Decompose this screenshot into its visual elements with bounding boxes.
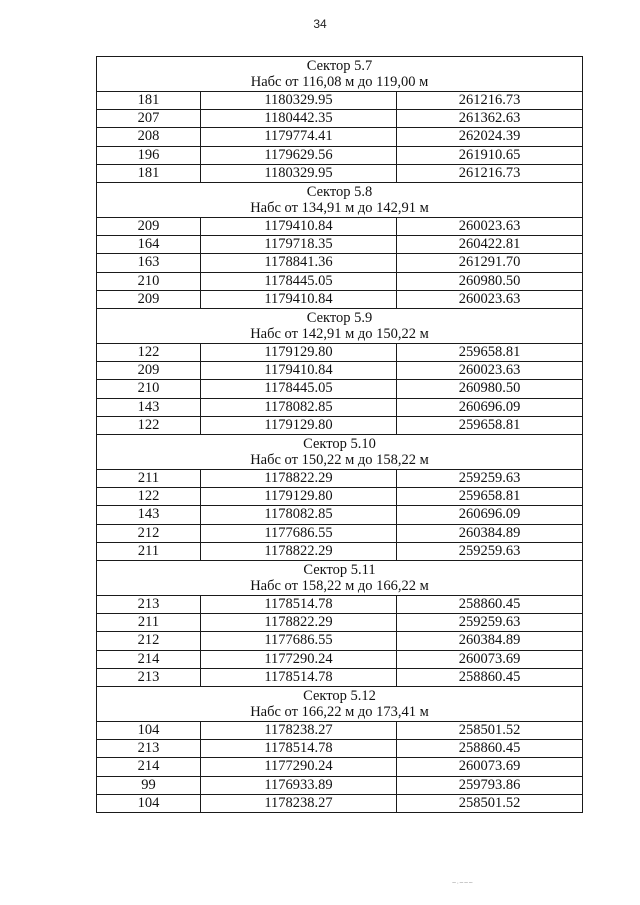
sector-height-range: Набс от 142,91 м до 150,22 м bbox=[250, 326, 429, 343]
y-coordinate-cell: 259259.63 bbox=[397, 542, 583, 560]
point-number-cell: 164 bbox=[97, 236, 201, 254]
x-coordinate-cell: 1179718.35 bbox=[201, 236, 397, 254]
x-coordinate-cell: 1177290.24 bbox=[201, 758, 397, 776]
point-number-cell: 181 bbox=[97, 92, 201, 110]
table-row bbox=[97, 524, 583, 542]
page-number: 34 bbox=[313, 17, 327, 31]
y-coordinate-cell: 258860.45 bbox=[397, 596, 583, 614]
y-coordinate-cell: 260384.89 bbox=[397, 632, 583, 650]
sector-header bbox=[97, 687, 583, 722]
sector-name: Сектор 5.8 bbox=[306, 183, 373, 200]
x-coordinate-cell: 1180442.35 bbox=[201, 110, 397, 128]
point-number-cell: 207 bbox=[97, 110, 201, 128]
coordinates-table bbox=[96, 56, 583, 813]
y-coordinate-cell: 260422.81 bbox=[397, 236, 583, 254]
sector-name: Сектор 5.7 bbox=[306, 57, 373, 74]
point-number-cell: 209 bbox=[97, 218, 201, 236]
y-coordinate-cell: 258501.52 bbox=[397, 722, 583, 740]
y-coordinate-cell: 259259.63 bbox=[397, 470, 583, 488]
x-coordinate-cell: 1178822.29 bbox=[201, 542, 397, 560]
table-row bbox=[97, 110, 583, 128]
x-coordinate-cell: 1178514.78 bbox=[201, 668, 397, 686]
y-coordinate-cell: 260980.50 bbox=[397, 380, 583, 398]
sector-header-row bbox=[97, 183, 583, 218]
table-row bbox=[97, 146, 583, 164]
y-coordinate-cell: 259658.81 bbox=[397, 416, 583, 434]
y-coordinate-cell: 260696.09 bbox=[397, 398, 583, 416]
y-coordinate-cell: 260696.09 bbox=[397, 506, 583, 524]
table-row bbox=[97, 794, 583, 812]
table-row bbox=[97, 596, 583, 614]
x-coordinate-cell: 1178514.78 bbox=[201, 740, 397, 758]
sector-header bbox=[97, 309, 583, 344]
point-number-cell: 214 bbox=[97, 758, 201, 776]
y-coordinate-cell: 261362.63 bbox=[397, 110, 583, 128]
y-coordinate-cell: 260980.50 bbox=[397, 272, 583, 290]
scan-mark: ~·~~~ bbox=[452, 880, 474, 887]
table-row bbox=[97, 470, 583, 488]
point-number-cell: 122 bbox=[97, 416, 201, 434]
table-row bbox=[97, 362, 583, 380]
x-coordinate-cell: 1180329.95 bbox=[201, 164, 397, 182]
y-coordinate-cell: 258501.52 bbox=[397, 794, 583, 812]
sector-header-row bbox=[97, 435, 583, 470]
table-row bbox=[97, 92, 583, 110]
y-coordinate-cell: 260073.69 bbox=[397, 758, 583, 776]
x-coordinate-cell: 1177686.55 bbox=[201, 524, 397, 542]
x-coordinate-cell: 1179774.41 bbox=[201, 128, 397, 146]
point-number-cell: 209 bbox=[97, 290, 201, 308]
y-coordinate-cell: 260073.69 bbox=[397, 650, 583, 668]
x-coordinate-cell: 1179410.84 bbox=[201, 218, 397, 236]
y-coordinate-cell: 259658.81 bbox=[397, 344, 583, 362]
x-coordinate-cell: 1177290.24 bbox=[201, 650, 397, 668]
table-row bbox=[97, 506, 583, 524]
table-row bbox=[97, 128, 583, 146]
sector-name: Сектор 5.9 bbox=[306, 309, 373, 326]
x-coordinate-cell: 1176933.89 bbox=[201, 776, 397, 794]
coordinates-table-body bbox=[97, 57, 583, 813]
x-coordinate-cell: 1179129.80 bbox=[201, 344, 397, 362]
x-coordinate-cell: 1178445.05 bbox=[201, 272, 397, 290]
sector-header-row bbox=[97, 57, 583, 92]
y-coordinate-cell: 260023.63 bbox=[397, 218, 583, 236]
table-row bbox=[97, 542, 583, 560]
x-coordinate-cell: 1178841.36 bbox=[201, 254, 397, 272]
x-coordinate-cell: 1178822.29 bbox=[201, 614, 397, 632]
point-number-cell: 99 bbox=[97, 776, 201, 794]
table-row bbox=[97, 614, 583, 632]
table-row bbox=[97, 272, 583, 290]
x-coordinate-cell: 1179129.80 bbox=[201, 488, 397, 506]
y-coordinate-cell: 261216.73 bbox=[397, 164, 583, 182]
sector-height-range: Набс от 150,22 м до 158,22 м bbox=[250, 452, 429, 469]
table-row bbox=[97, 650, 583, 668]
table-row bbox=[97, 668, 583, 686]
sector-header-row bbox=[97, 687, 583, 722]
table-row bbox=[97, 776, 583, 794]
point-number-cell: 214 bbox=[97, 650, 201, 668]
sector-height-range: Набс от 158,22 м до 166,22 м bbox=[250, 578, 429, 595]
x-coordinate-cell: 1180329.95 bbox=[201, 92, 397, 110]
point-number-cell: 196 bbox=[97, 146, 201, 164]
point-number-cell: 143 bbox=[97, 506, 201, 524]
sector-header bbox=[97, 561, 583, 596]
y-coordinate-cell: 260384.89 bbox=[397, 524, 583, 542]
table-row bbox=[97, 344, 583, 362]
point-number-cell: 210 bbox=[97, 272, 201, 290]
x-coordinate-cell: 1179129.80 bbox=[201, 416, 397, 434]
point-number-cell: 210 bbox=[97, 380, 201, 398]
x-coordinate-cell: 1178238.27 bbox=[201, 794, 397, 812]
y-coordinate-cell: 259793.86 bbox=[397, 776, 583, 794]
point-number-cell: 212 bbox=[97, 632, 201, 650]
table-row bbox=[97, 632, 583, 650]
y-coordinate-cell: 260023.63 bbox=[397, 290, 583, 308]
y-coordinate-cell: 261910.65 bbox=[397, 146, 583, 164]
y-coordinate-cell: 259658.81 bbox=[397, 488, 583, 506]
point-number-cell: 104 bbox=[97, 722, 201, 740]
table-row bbox=[97, 416, 583, 434]
point-number-cell: 122 bbox=[97, 344, 201, 362]
point-number-cell: 213 bbox=[97, 668, 201, 686]
table-row bbox=[97, 398, 583, 416]
table-row bbox=[97, 722, 583, 740]
point-number-cell: 104 bbox=[97, 794, 201, 812]
x-coordinate-cell: 1178082.85 bbox=[201, 506, 397, 524]
table-row bbox=[97, 740, 583, 758]
sector-name: Сектор 5.11 bbox=[303, 561, 376, 578]
point-number-cell: 209 bbox=[97, 362, 201, 380]
sector-name: Сектор 5.12 bbox=[303, 687, 376, 704]
sector-name: Сектор 5.10 bbox=[303, 435, 376, 452]
y-coordinate-cell: 259259.63 bbox=[397, 614, 583, 632]
point-number-cell: 213 bbox=[97, 596, 201, 614]
x-coordinate-cell: 1179410.84 bbox=[201, 290, 397, 308]
sector-header-row bbox=[97, 309, 583, 344]
sector-header-row bbox=[97, 561, 583, 596]
y-coordinate-cell: 258860.45 bbox=[397, 668, 583, 686]
y-coordinate-cell: 258860.45 bbox=[397, 740, 583, 758]
sector-header bbox=[97, 57, 583, 92]
point-number-cell: 143 bbox=[97, 398, 201, 416]
x-coordinate-cell: 1178514.78 bbox=[201, 596, 397, 614]
table-row bbox=[97, 236, 583, 254]
point-number-cell: 122 bbox=[97, 488, 201, 506]
table-row bbox=[97, 164, 583, 182]
y-coordinate-cell: 260023.63 bbox=[397, 362, 583, 380]
x-coordinate-cell: 1177686.55 bbox=[201, 632, 397, 650]
point-number-cell: 208 bbox=[97, 128, 201, 146]
sector-header bbox=[97, 183, 583, 218]
table-row bbox=[97, 758, 583, 776]
point-number-cell: 211 bbox=[97, 470, 201, 488]
point-number-cell: 181 bbox=[97, 164, 201, 182]
point-number-cell: 212 bbox=[97, 524, 201, 542]
table-row bbox=[97, 218, 583, 236]
y-coordinate-cell: 262024.39 bbox=[397, 128, 583, 146]
point-number-cell: 213 bbox=[97, 740, 201, 758]
x-coordinate-cell: 1179629.56 bbox=[201, 146, 397, 164]
point-number-cell: 163 bbox=[97, 254, 201, 272]
x-coordinate-cell: 1178238.27 bbox=[201, 722, 397, 740]
table-row bbox=[97, 290, 583, 308]
y-coordinate-cell: 261216.73 bbox=[397, 92, 583, 110]
y-coordinate-cell: 261291.70 bbox=[397, 254, 583, 272]
sector-height-range: Набс от 134,91 м до 142,91 м bbox=[250, 200, 429, 217]
x-coordinate-cell: 1179410.84 bbox=[201, 362, 397, 380]
table-row bbox=[97, 380, 583, 398]
x-coordinate-cell: 1178445.05 bbox=[201, 380, 397, 398]
x-coordinate-cell: 1178082.85 bbox=[201, 398, 397, 416]
sector-header bbox=[97, 435, 583, 470]
sector-height-range: Набс от 116,08 м до 119,00 м bbox=[250, 74, 429, 90]
table-row bbox=[97, 488, 583, 506]
sector-height-range: Набс от 166,22 м до 173,41 м bbox=[250, 704, 429, 721]
point-number-cell: 211 bbox=[97, 614, 201, 632]
x-coordinate-cell: 1178822.29 bbox=[201, 470, 397, 488]
table-row bbox=[97, 254, 583, 272]
point-number-cell: 211 bbox=[97, 542, 201, 560]
